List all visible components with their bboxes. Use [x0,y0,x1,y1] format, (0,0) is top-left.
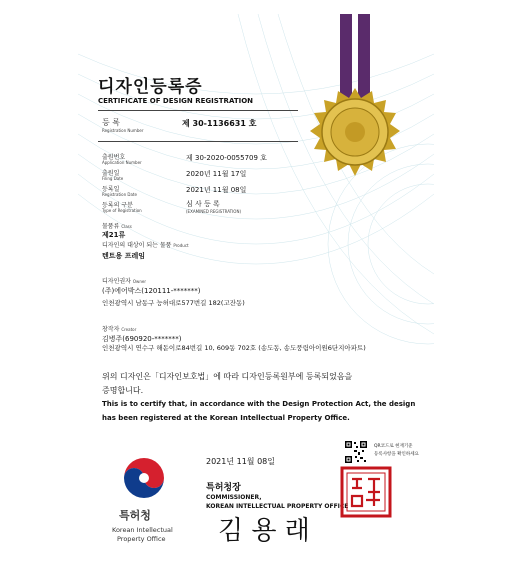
creator-label: 창작자 Creator [102,326,137,333]
commissioner-title-en-line1: COMMISSIONER, [206,494,262,501]
kipo-name-en-line2: Property Office [117,535,166,543]
product-value: 텐트용 프레임 [102,252,146,260]
commissioner-signature: 김 용 래 [218,516,310,546]
qr-code [344,440,368,464]
statement-ko-line2: 증명합니다. [102,386,144,395]
divider-top [98,110,298,111]
official-seal-stamp [340,466,392,518]
owner-address: 인천광역시 남동구 능허대로577번길 182(고잔동) [102,299,245,307]
kipo-name-en-line1: Korean Intellectual [112,526,173,534]
application-number: 제 30-2020-0055709 호 [186,154,267,162]
registration-date-label: 등록일 [102,186,120,193]
registration-date: 2021년 11월 08일 [186,186,247,194]
filing-date-label-en: Filing Date [102,176,124,181]
application-label-en: Application Number [102,160,142,165]
registration-date-label-en: Registration Date [102,192,137,197]
certificate-title-en: CERTIFICATE OF DESIGN REGISTRATION [98,97,254,105]
owner-label: 디자인권자 Owner [102,278,146,285]
filing-date: 2020년 11월 17일 [186,170,247,178]
kipo-emblem-icon [120,454,168,502]
statement-ko-line1: 위의 디자인은「디자인보호법」에 따라 디자인등록원부에 등록되었음을 [102,372,353,381]
registration-type-en: (EXAMINED REGISTRATION) [186,209,242,214]
issue-date: 2021년 11월 08일 [206,457,275,466]
creator-address: 인천광역시 연수구 해돋이로84번길 10, 609동 702호 (송도동, 송도풍림아이원6단지아파트) [102,344,366,352]
registration-label-en: Registration Number [102,128,144,133]
kipo-logo-text: 특허청 [119,509,151,522]
statement-en-line2: has been registered at the Korean Intellectual Property Office. [102,414,350,422]
class-label: 물품류 Class [102,223,132,230]
registration-type-label-en: Type of Registration [102,208,142,213]
registration-type: 심 사 등 록 [186,200,220,208]
commissioner-title-ko: 특허청장 [206,483,241,493]
qr-note-line2: 등록사항을 확인하세요 [374,452,419,457]
certificate-page [78,14,434,566]
owner-name: (주)에어박스(120111-*******) [102,287,201,295]
qr-note-line1: QR코드로 현재기준 [374,444,413,449]
registration-label: 등 록 [102,118,120,127]
certificate-title-ko: 디자인등록증 [98,77,203,97]
registration-number: 제 30-1136631 호 [182,119,257,128]
filing-date-label: 출원일 [102,170,120,177]
product-label: 디자인의 대상이 되는 물품 Product [102,242,189,249]
registration-type-label: 등록의 구분 [102,202,133,209]
class-value: 제21류 [102,231,126,239]
gold-seal [308,86,402,180]
commissioner-title-en-line2: KOREAN INTELLECTUAL PROPERTY OFFICE [206,503,349,510]
creator-name: 김병주(690920-*******) [102,335,182,343]
application-label: 출원번호 [102,154,126,161]
statement-en-line1: This is to certify that, in accordance with the Design Protection Act, the design [102,400,416,408]
divider-registration [98,141,298,142]
